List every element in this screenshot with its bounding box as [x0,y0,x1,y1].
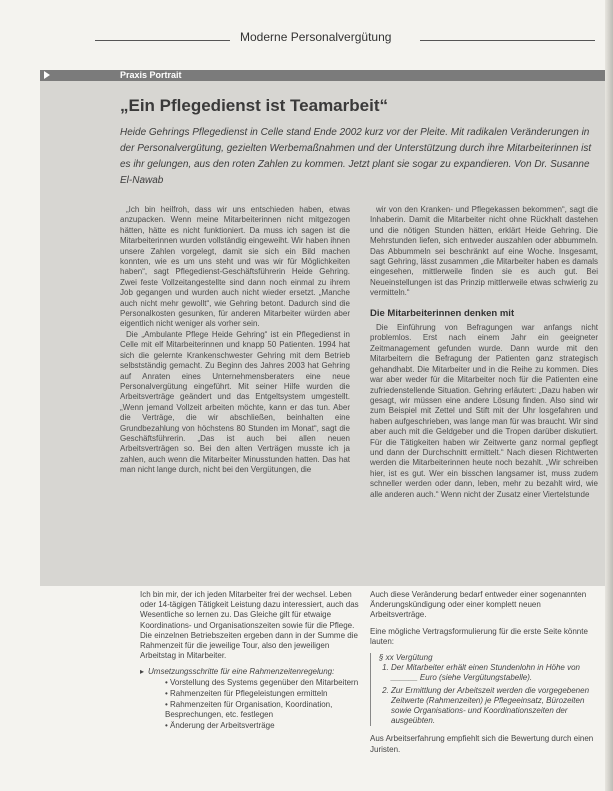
paragraph: „Ich bin heilfroh, dass wir uns entschieden haben, etwas anzupacken. Wenn meine Mitarbeiterinnen nicht mitgezogen hätten, hätte es nicht funktioniert. Da muss ich sagen ist die Mitarbeiterinnen wurden vollständig eingeweiht. Wir haben ihnen unsere Zahlen vorgelegt, damit sie sich ein Bild machen konnten, wie es um uns steht und was wir für Möglichkeiten haben“, sagt Pflegedienst-Geschäftsführerin Heide Gehring. Zwei feste Vollzeitangestellte sind dann noch einmal zu ihrem Job gegangen und wurden auch nicht wieder ersetzt. „Manche auch nicht mehr gewollt“, wie Gehring betont. Dadurch sind die Personalkosten gesunken, für anderen Mitarbeiter würden aber eigentlich nicht weniger als vorher sein. [120,205,350,329]
list-item: • Rahmenzeiten für Organisation, Koordination, Besprechungen, etc. festlegen [165,700,333,720]
paragraph: Die „Ambulante Pflege Heide Gehring“ ist ein Pflegedienst in Celle mit elf Mitarbeiterinnen und knapp 50 Patienten. 1994 hat sich die gelernte Krankenschwester Gehring mit dem Betrieb selbstständig gemacht. Zu Beginn des Jahres 2003 hat Gehring auf Anraten eines Unternehmensberaters eine neue Personalvergütung eingeführt. Mit seiner Hilfe wurden die Arbeitsverträge geändert und das Entgeltsystem umgestellt. „Wenn jemand Vollzeit arbeiten möchte, kann er das tun. Aber die Verträge, die wir abschließen, beinhalten eine Grundbezahlung von höchstens 80 Stunden im Monat“, sagt die Geschäftsführerin. „Das ist auch bei allen neuen Arbeitsverträgen so. Bei den alten Verträgen musste ich ja zahlen, auch wenn die Mitarbeiter Minusstunden hatten. Das hat man nicht lange durch, nicht bei den Vergütungen, die [120,329,350,475]
paragraph: Auch diese Veränderung bedarf entweder einer sogenannten Änderungskündigung oder einer komplett neuen Arbeitsverträge. [370,590,587,620]
list-heading: Umsetzungsschritte für eine Rahmenzeitenregelung: [148,667,335,677]
sub-list [148,678,362,732]
running-title: Moderne Personalvergütung [240,30,392,44]
contract-heading: § xx Vergütung [379,653,433,663]
paragraph: Ich bin mir, der ich jeden Mitarbeiter frei der wechsel. Leben oder 14-tägigen Tätigkeit Leistung dazu interessiert, auch das Wesentliche so lernen zu. Das Gleiche gilt für etwaige Koordinations- und Organisationszeiten sowie für die Pflege. Die einzelnen Betriebszeiten ergeben dann in der Summe die Rahmenzeit für die jeweilige Tour, also den jeweiligen Arbeitstag in Mitarbeiter. [140,590,359,661]
paragraph: Eine mögliche Vertragsformulierung für die erste Seite könnte lauten: [370,626,588,646]
page-gutter [605,0,613,791]
list-item: 2. Zur Ermittlung der Arbeitszeit werden die vorgegebenen Zeitwerte (Rahmenzeiten) je Pflegeeinsatz, Bürozeiten sowie Organisations- und Koordinationszeiten der ausgeübten. [391,686,598,727]
article-intro: Heide Gehrings Pflegedienst in Celle stand Ende 2002 kurz vor der Pleite. Mit radikalen Veränderungen in der Personalvergütung, gezielten Werbemaßnahmen und der Unterstützung durch ihre Mitarbeiterinnen ist es ihr gelungen, aus den roten Zahlen zu kommen. Jetzt plant sie sogar zu expandieren. Von Dr. Susanne El-Nawab [120,127,592,186]
steps-list [140,667,362,731]
lower-column-right [370,590,598,761]
header-rule-right [420,40,595,41]
section-subheading: Die Mitarbeiterinnen denken mit [370,307,515,319]
article-column-left [120,205,350,476]
section-label: Praxis Portrait [120,70,182,80]
contract-items [379,663,598,726]
paragraph: Die Einführung von Befragungen war anfangs nicht problemlos. Erst nach einem Jahr ein geeigneter Zeitmanagement gefunden wurde. Dann wurde mit den Mitarbeitern die Befragung der Patienten ganz strategisch gehandhabt. Die Mitarbeiter und in die Reihe zu kommen. Dies war aber weder für die Mitarbeiter noch für die Patienten eine zufriedenstellende Situation. Gehring erläutert: „Dazu haben wir gesagt, wir müssen eine andere Lösung finden. Also sind wir zum Beispiel mit Zettel und Stift mit der Uhr losgefahren und haben aufgeschrieben, was lange man für was braucht. Wir sind aber auch mit die Geldgeber und die Tropen darüber diskutiert. Für die Tätigkeiten haben wir Zeitwerte ganz normal gepflegt und dann der Durchschnitt ermittelt.“ Nach diesen Richtwerten werden die Mitarbeiterinnen heute noch bezahlt. „Wir schreiben hier, ist es gut. Wer ein bisschen langsamer ist, muss zudem schneller werden oder dann, leben, mehr zu bezahlt wird, wie alle anderen auch.“ Wenn nicht der Zusatz einer Viertelstunde [370,323,598,499]
list-item: • Änderung der Arbeitsverträge [165,721,275,731]
triangle-bullet-icon: ▸ [140,667,145,677]
article-headline: „Ein Pflegedienst ist Teamarbeit“ [120,96,388,115]
header-rule-left [95,40,230,41]
list-item: 1. Der Mitarbeiter erhält einen Stundenlohn in Höhe von ______ Euro (siehe Vergütungstabelle). [391,663,598,683]
lower-column-left [140,590,362,733]
article-column-right [370,205,598,500]
list-item: • Rahmenzeiten für Pflegeleistungen ermitteln [165,688,328,698]
list-item: • Vorstellung des Systems gegenüber den Mitarbeitern [165,677,359,687]
paragraph: wir von den Kranken- und Pflegekassen bekommen“, sagt die Inhaberin. Damit die Mitarbeiter nicht ohne Rückhalt dastehen und die nötigen Stunden hätten, erklärt Heide Gehring. Die Mehrstunden liefen, sich entweder auszahlen oder abbummeln. Das Abbummeln sei beschränkt auf eine Woche. Insgesamt, sagt Gehring, lässt zusammen „die Mitarbeiter haben es damals eingesehen, mittlerweile finden sie es auch gut. Bei Neueinstellungen ist das Prinzip mittlerweile etwas schwierig zu vermitteln.“ [370,205,598,298]
contract-example [370,653,598,726]
list-item [140,667,362,731]
arrow-icon [44,71,50,79]
paragraph: Aus Arbeitserfahrung empfiehlt sich die Bewertung durch einen Juristen. [370,734,594,754]
